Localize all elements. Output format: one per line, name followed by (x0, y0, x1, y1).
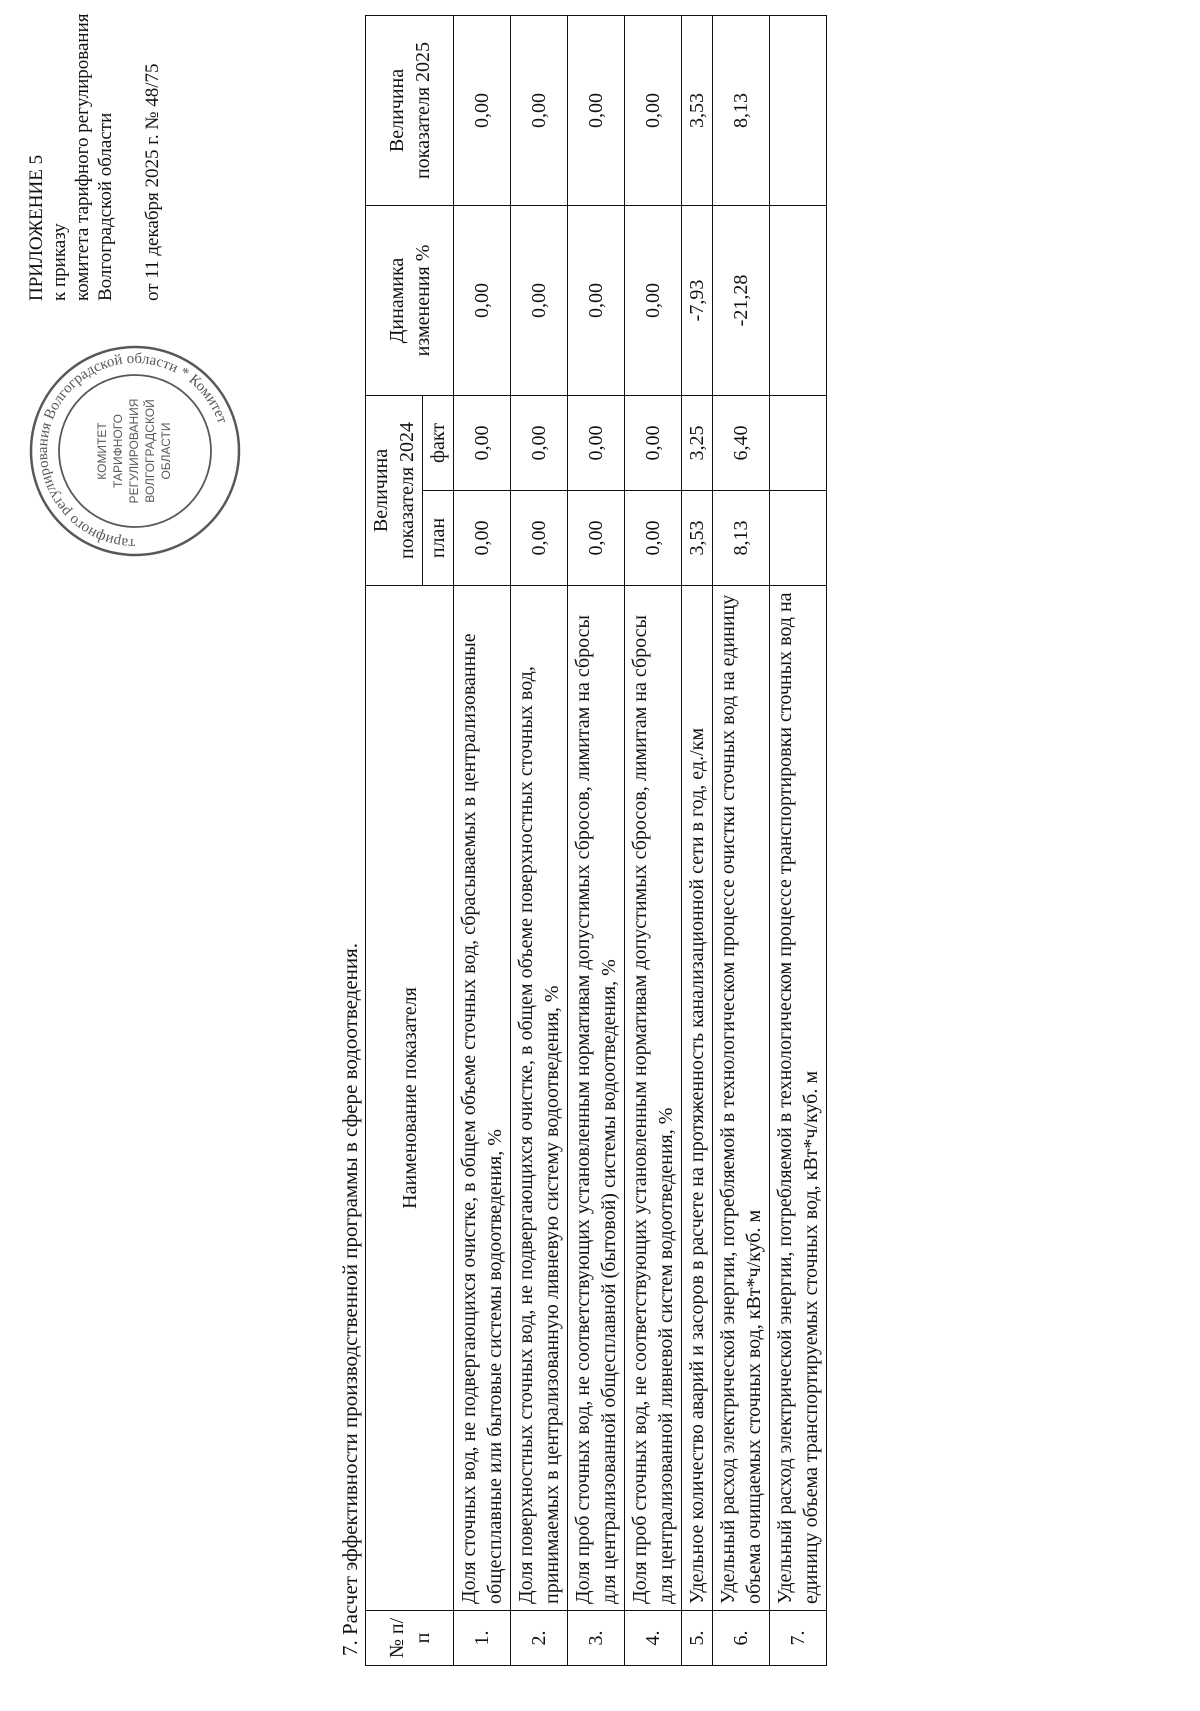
header-fact: факт (423, 395, 454, 490)
table-row (454, 15, 511, 1665)
row-indicator-name: Доля проб сточных вод, не соответствующих установленным нормативам допустимых сбросов, лимитам на сбросы для централизованной ливневой систем водоотведения, % (625, 586, 682, 1611)
row-plan-2024: 3,53 (682, 491, 713, 586)
appendix-line1: к приказу (49, 223, 70, 301)
row-value-2025: 0,00 (568, 15, 625, 205)
header-name: Наименование показателя (366, 586, 454, 1611)
row-number: 6. (713, 1611, 770, 1666)
row-fact-2024: 6,40 (713, 395, 770, 490)
seal-line-2: ТАРИФНОГО (111, 414, 125, 488)
row-dynamics: 0,00 (625, 205, 682, 395)
appendix-header (25, 1, 164, 301)
row-plan-2024: 0,00 (625, 491, 682, 586)
table-body (454, 15, 827, 1665)
appendix-date: от 11 декабря 2025 г. № 48/75 (142, 63, 163, 301)
row-fact-2024: 0,00 (454, 395, 511, 490)
row-dynamics: 0,00 (568, 205, 625, 395)
row-number: 1. (454, 1611, 511, 1666)
row-value-2025: 3,53 (682, 15, 713, 205)
table-row (568, 15, 625, 1665)
seal-line-1: КОМИТЕТ (95, 422, 109, 480)
row-indicator-name: Удельное количество аварий и засоров в расчете на протяженность канализационной сети в год, ед./км (682, 586, 713, 1611)
appendix-line3: Волгоградской области (95, 112, 116, 301)
row-indicator-name: Доля поверхностных сточных вод, не подвергающихся очистке, в общем объеме поверхностных сточных вод, принимаемых в централизованную ливневую систему водоотведения, % (511, 586, 568, 1611)
table-row (682, 15, 713, 1665)
row-dynamics: -7,93 (682, 205, 713, 395)
row-value-2025: 8,13 (713, 15, 770, 205)
row-plan-2024: 8,13 (713, 491, 770, 586)
row-fact-2024: 3,25 (682, 395, 713, 490)
row-value-2025 (770, 15, 827, 205)
header-dynamics: Динамика изменения % (366, 205, 454, 395)
header-row (366, 15, 423, 1665)
row-number: 7. (770, 1611, 827, 1666)
header-value-2024: Величина показателя 2024 (366, 395, 423, 585)
row-number: 3. (568, 1611, 625, 1666)
row-value-2025: 0,00 (511, 15, 568, 205)
row-indicator-name: Доля проб сточных вод, не соответствующих установленным нормативам допустимых сбросов, лимитам на сбросы для централизованной общесплавной (бытовой) системы водоотведения, % (568, 586, 625, 1611)
header-value-2025: Величина показателя 2025 (366, 15, 454, 205)
row-dynamics (770, 205, 827, 395)
seal-ring-text: тарифного регулирования Волгоградской области * Комитет (34, 350, 231, 552)
row-plan-2024: 0,00 (568, 491, 625, 586)
row-dynamics: 0,00 (511, 205, 568, 395)
table-row (625, 15, 682, 1665)
seal-line-4: ВОЛГОГРАДСКОЙ (143, 399, 157, 503)
row-indicator-name: Доля сточных вод, не подвергающихся очистке, в общем объеме сточных вод, сбрасываемых в централизованные общесплавные или бытовые системы водоотведения, % (454, 586, 511, 1611)
row-fact-2024 (770, 395, 827, 490)
table-row (770, 15, 827, 1665)
header-plan: план (423, 491, 454, 586)
row-fact-2024: 0,00 (511, 395, 568, 490)
row-number: 5. (682, 1611, 713, 1666)
row-value-2025: 0,00 (625, 15, 682, 205)
seal-line-5: ОБЛАСТИ (159, 422, 173, 480)
appendix-line2: комитета тарифного регулирования (72, 13, 93, 301)
row-dynamics: -21,28 (713, 205, 770, 395)
row-fact-2024: 0,00 (568, 395, 625, 490)
row-dynamics: 0,00 (454, 205, 511, 395)
row-plan-2024: 0,00 (511, 491, 568, 586)
row-number: 4. (625, 1611, 682, 1666)
row-plan-2024 (770, 491, 827, 586)
row-fact-2024: 0,00 (625, 395, 682, 490)
row-value-2025: 0,00 (454, 15, 511, 205)
row-indicator-name: Удельный расход электрической энергии, потребляемой в технологическом процессе транспортировки сточных вод на единицу объема транспортируемых сточных вод, кВт*ч/куб. м (770, 586, 827, 1611)
table-row (511, 15, 568, 1665)
header-num: № п/п (366, 1611, 454, 1666)
section-caption: 7. Расчет эффективности производственной программы в сфере водоотведения. (338, 942, 362, 1656)
table-row (713, 15, 770, 1665)
row-number: 2. (511, 1611, 568, 1666)
row-indicator-name: Удельный расход электрической энергии, потребляемой в технологическом процессе очистки сточных вод на единицу объема очищаемых сточных вод, кВт*ч/куб. м (713, 586, 770, 1611)
row-plan-2024: 0,00 (454, 491, 511, 586)
efficiency-table (365, 15, 827, 1666)
appendix-title: ПРИЛОЖЕНИЕ 5 (26, 154, 47, 301)
official-seal (28, 336, 243, 566)
seal-line-3: РЕГУЛИРОВАНИЯ (127, 398, 141, 504)
